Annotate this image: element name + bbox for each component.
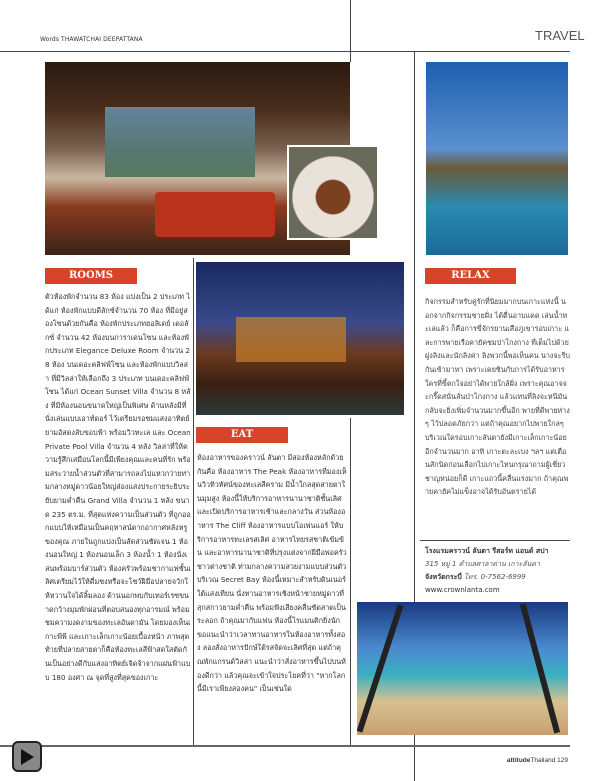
relax-heading: RELAX bbox=[425, 268, 516, 284]
divider bbox=[420, 540, 570, 541]
hotel-website[interactable]: www.crownlanta.com bbox=[425, 586, 500, 594]
rooms-heading: ROOMS bbox=[45, 268, 137, 284]
villa-exterior-photo bbox=[196, 262, 404, 415]
page-number: 129 bbox=[557, 757, 568, 764]
divider bbox=[350, 0, 351, 62]
page-footer bbox=[507, 757, 568, 764]
address-province: จังหวัดกระบี่ bbox=[425, 573, 462, 581]
resort-pool-photo bbox=[426, 62, 568, 255]
food-dish-photo bbox=[287, 145, 379, 240]
play-icon bbox=[20, 749, 34, 765]
footer-rule bbox=[0, 745, 570, 747]
beach-palm-photo bbox=[357, 602, 568, 735]
hotel-phone: โทร. 0-7562-6999 bbox=[464, 573, 526, 581]
section-title: TRAVEL bbox=[535, 28, 585, 43]
hotel-name: โรงแรมคราวน์ ลันตา รีสอร์ท แอนด์ สปา bbox=[425, 547, 549, 555]
byline: Words THAWATCHAI DEEPATTANA bbox=[40, 36, 143, 43]
eat-text: ห้องอาหารของคราวน์ ลันตา มีสองห้องหลักด้วยกันคือ ห้องอาหาร The Peak ห้องอาหารที่มองเห็นวิวทิวทัศน์ของทะเลสีคราม มีน้ำใกลสุดสายตาในมุมสูง ห้องนี้ให้บริการอาหารนานาชาติชั้นเลิศ และเปิดบริการอาหารเช้าและกลางวัน ส่วนห้องอาหาร The Cliff ห้องอาหารแบบโอเพ่นแอร์ ให้บริการอาหารทะเลรสเลิศ อาหารไทยรสชาติเข้มข้น และอาหารนานาชาติที่ปรุงแต่งจากฝีมือพ่อครัวชาวต่างชาติ ท่ามกลางความสวยงามแบบส่วนตัวบริเวณ Secret Bay ห้องนี้เหมาะสำหรับดินเนอร์ใต้แสงเทียน นั่งทานอาหารเชิงหน้าชายหมู่ดาวที่สุกสกาวยามค่ำคืน พร้อมฟังเสียงคลื่นซัดสาดเป็นระลอก ถ้าคุณมากับแฟน ห้องนี้โรแมนติกยิ่งนัก ขอแนะนำว่าเวลาทานอาหารในห้องอาหารทั้งสอง ลองสั่งอาหารปักษ์ใต้รสจัดจะเลิศที่สุด แต่ถ้าคุณพักแกรนด์วิลล่า แนะนำว่าสั่งอาหารขึ้นไปบนห้องดีกว่า แล้วคุณจะเข้าใจประโยคที่ว่า "หากโลกนี้มีเราเพียงสองคน" เป็นเช่นใด bbox=[197, 453, 347, 694]
divider bbox=[193, 258, 194, 745]
header-rule bbox=[0, 51, 570, 52]
rooms-text: ตัวห้องพักจำนวน 83 ห้อง แบ่งเป็น 2 ประเภท ได้แก่ ห้องพักแบบดีลักซ์จำนวน 70 ห้อง ที่มีอยู่สองโซนด้วยกันคือ ห้องพักประเภทฮอลิเดย์ เดอลักซ์ จำนวน 42 ห้องบนการาเดนโซน และห้องพักประเภท Elegance Deluxe Room จำนวน 28 ห้อง บนเดอะคลิฟฟ์โซน และห้องพักแบบวิลล่า ที่มีวิลล่าให้เลือกถึง 3 ประเภท บนเดอะคลิฟฟ์โซน ได้แก่ Ocean Sunset Villa จำนวน 8 หลัง ที่มีห้องนอนขนาดใหญ่เป็นพิเศษ ด้านหลังมีที่นั่งเล่นแบบเอาท์ดอร์ ไว้เตรียมรอชมแสงอาทิตย์ยามอัสดงลับขอบฟ้า พร้อมวิวทะเล และ Ocean Private Pool Villa จำนวน 4 หลัง วิลล่าที่ให้ความรู้สึกเสมือนโลกนี้มีเพียงคุณและคนที่รัก พร้อมสระว่ายน้ำส่วนตัวที่สามารถลงไปแหวกว่ายท่ามกลางหมู่ดาวน้อยใหญ่ส่องแสงประกายระยิบระยับยามค่ำคืน Grand Villa จำนวน 1 หลัง ขนาด 235 ตร.ม. ที่สุดแห่งความเป็นส่วนตัว ที่ถูกออกแบบให้เหมือนเป็นคฤหาสน์ตากอากาศหลังหรูของคุณ ภายในถูกแบ่งเป็นสัดส่วนชัดเจน 1 ห้องนอนใหญ่ 1 ห้องนอนเล็ก 3 ห้องน้ำ 1 ห้องนั่งเล่นพร้อมบาร์ส่วนตัว ห้องครัวพร้อมชากาแฟชั้นเลิศเตรียมไว้ให้ดื่มชงหรือจะโชว์ฝีมือปลายจวักให้หวานใจได้ลิ้มลอง ด้านนอกพบกับเทอร์เรซขนาดกว้างมุมพักผ่อนที่ตอบสนองทุกอารมณ์ พร้อมชมความงดงามของทะเลอันดามัน โดยมองเห็นเกาะพีพี และเกาะเล็กเกาะน้อยเบื้องหน้า ภาพสุดท้ายที่ปลายสายตาก็คือท้องทะเลสีฟ้าสดใสตัดกันเป็นอย่างดีกับแสงอาทิตย์เจิดจ้าจากแผ่นฟ้าแบบ 180 องศา ณ จุดที่สูงที่สุดของเกาะ bbox=[45, 292, 191, 682]
play-button[interactable] bbox=[12, 741, 42, 772]
eat-heading: EAT bbox=[196, 427, 288, 443]
hotel-address bbox=[425, 545, 570, 597]
divider bbox=[350, 418, 351, 745]
magazine-brand: attitude bbox=[506, 757, 531, 764]
relax-text: กิจกรรมสำหรับคู่รักที่นิยมมากบนเกาะแห่งนี้ นอกจากกิจกรรมชายฝั่ง ได้ตื่นอาบแดด เล่นน้ำทะเลแล้ว ก็คือการขี่จักรยานเสือภูเขารอบเกาะ และการพายเรือคายัคชมป่าโกงกาง ที่เต็มไปด้วยฝูงลิงและนักลิงค่า ลิงพวกนี้พอเห็นคน นางจะรีบกันเข้ามาหา เพราะเคยชินกับการได้รับอาหาร ใครที่ขี้ตกใจอย่าได้พายใกล้ฝั่ง เพราะคุณอาจจะกรี๊ดสนั่นลั่นป่าโกงกาง แล้วแทนที่ลิงจะหนีมันกลับจะยิ่งเพิ่มจำนวนมากขึ้นอีก พายที่ดีพายห่างๆ ไว้ปลอดภัยกว่า แต่ถ้าคุณอยากไปพายใกลๆ บริเวณใดรอบเกาะลันตายังมีเกาะเล็กเกาะน้อยอีกจำนวนมาก อาทิ เกาะตะละเบง ฯลฯ แต่เตือนสักนิดก่อนเลือกไปเกาะไหนกรุณาถามผู้เชี่ยวชาญหน่อยก็ดี เกาะแถวนี้คลื่นแรงมาก ถ้าคุณพายคายัคไม่แข็งอาจได้รับอันตรายได้ bbox=[425, 297, 570, 497]
magazine-country: Thailand bbox=[530, 757, 556, 764]
address-line: 315 หมู่ 1 ตำบลศาลาด่าน เกาะลันตา bbox=[425, 560, 540, 568]
